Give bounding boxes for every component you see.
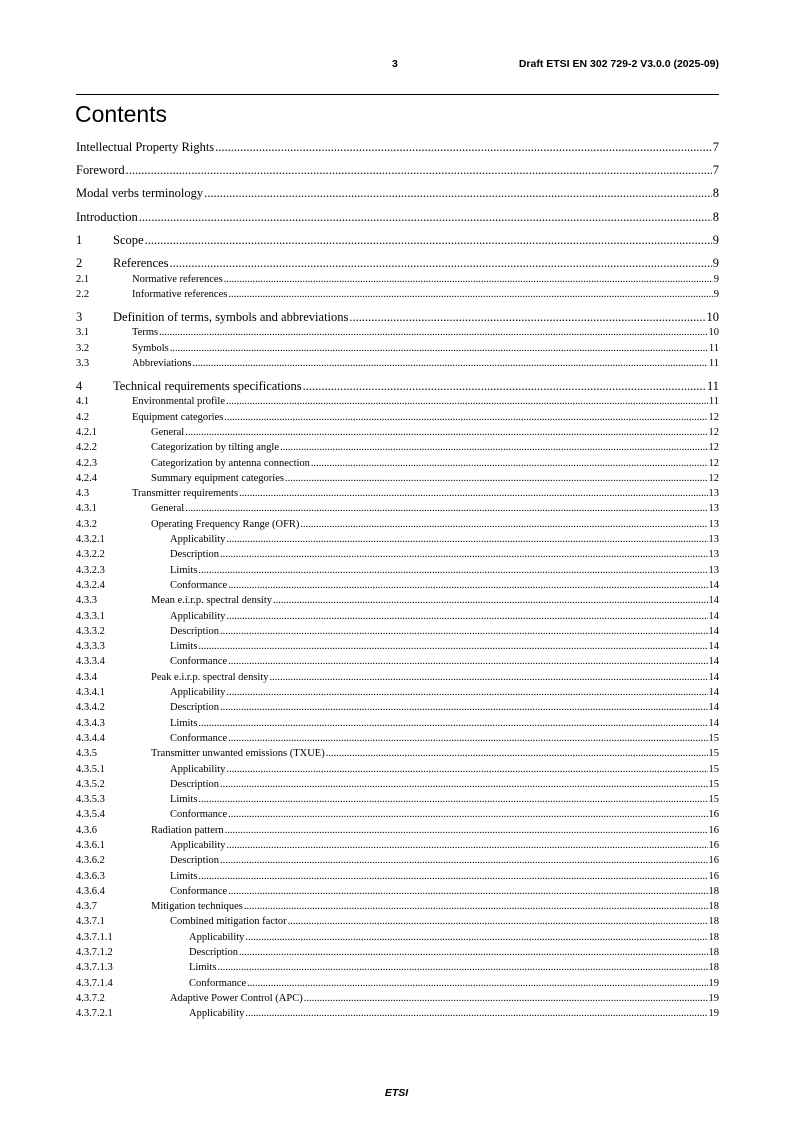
toc-entry-number: 4.3.4 [76, 671, 97, 683]
toc-entry[interactable] [76, 563, 719, 578]
toc-entry-title: Introduction [76, 209, 138, 224]
document-id: Draft ETSI EN 302 729-2 V3.0.0 (2025-09) [518, 58, 719, 70]
toc-entry-title: Conformance [170, 656, 228, 668]
toc-entry-number: 4.3.7.2.1 [76, 1008, 113, 1020]
toc-entry-page: 14 [708, 717, 719, 729]
toc-entry-title: Description [170, 778, 219, 790]
toc-dot-leader [126, 163, 712, 179]
toc-entry-title: Mean e.i.r.p. spectral density [151, 595, 273, 607]
toc-entry-page: 11 [708, 342, 719, 354]
toc-entry-page: 19 [708, 1008, 719, 1020]
toc-dot-leader [198, 792, 707, 807]
toc-entry[interactable] [76, 547, 719, 562]
toc-entry-number: 4.3.4.4 [76, 732, 105, 744]
page-footer: ETSI [384, 1087, 409, 1099]
toc-entry-page: 16 [708, 824, 719, 836]
toc-entry[interactable] [76, 425, 719, 440]
toc-entry-title: Categorization by tilting angle [151, 442, 280, 454]
toc-entry[interactable] [76, 777, 719, 792]
toc-dot-leader [220, 700, 708, 715]
toc-dot-leader [245, 1006, 707, 1021]
toc-entry-title: Definition of terms, symbols and abbreviations [113, 309, 349, 324]
toc-entry-title: Informative references [132, 288, 228, 300]
toc-entry-number: 4.3.3.2 [76, 625, 105, 637]
toc-entry[interactable] [76, 140, 719, 156]
toc-entry-title: Transmitter unwanted emissions (TXUE) [151, 748, 325, 760]
toc-entry-number: 4.3.5.4 [76, 809, 105, 821]
toc-entry-page: 14 [708, 702, 719, 714]
toc-dot-leader [198, 563, 707, 578]
toc-entry-title: Transmitter requirements [132, 488, 239, 500]
toc-dot-leader [304, 991, 708, 1006]
toc-entry-title: Conformance [170, 579, 228, 591]
toc-entry-number: 4.3.6.1 [76, 840, 105, 851]
toc-entry-number: 4.2 [76, 411, 90, 423]
toc-entry-page: 15 [708, 778, 719, 790]
toc-entry-title: Conformance [170, 732, 228, 744]
toc-entry-page: 15 [708, 748, 719, 760]
toc-entry-number: 4.1 [76, 396, 90, 408]
toc-entry-number: 4.3.7.1.4 [76, 977, 113, 989]
toc-entry[interactable] [76, 960, 719, 975]
toc-dot-leader [198, 716, 707, 731]
toc-entry[interactable] [76, 456, 719, 471]
toc-entry[interactable] [76, 1006, 719, 1021]
toc-dot-leader [159, 325, 707, 340]
toc-entry-number: 3 [76, 309, 83, 324]
toc-entry-page: 18 [708, 916, 719, 928]
toc-entry-number: 2.1 [76, 273, 90, 285]
toc-entry-number: 4.3.6.2 [76, 855, 105, 867]
toc-entry-title: Limits [170, 564, 198, 576]
toc-entry[interactable] [76, 471, 719, 486]
toc-entry-title: Limits [170, 641, 198, 653]
toc-dot-leader [326, 746, 708, 761]
toc-entry-number: 3.1 [76, 327, 90, 339]
toc-entry-title: Conformance [170, 885, 228, 897]
toc-entry-page: 19 [708, 977, 719, 989]
toc-entry-page: 10 [706, 309, 719, 324]
toc-dot-leader [145, 233, 712, 249]
toc-entry-page: 12 [708, 426, 719, 438]
toc-entry-page: 14 [708, 641, 719, 653]
toc-dot-leader [139, 210, 712, 226]
toc-entry-title: Conformance [189, 977, 247, 989]
toc-entry-page: 9 [712, 255, 719, 270]
toc-entry-page: 9 [713, 273, 719, 285]
toc-entry-title: Operating Frequency Range (OFR) [151, 518, 300, 530]
toc-entry[interactable] [76, 186, 719, 202]
toc-entry-number: 4.3.5.2 [76, 778, 105, 790]
toc-entry-number: 4.3.7.1 [76, 916, 105, 928]
toc-entry[interactable] [76, 685, 719, 700]
toc-entry-title: References [113, 255, 169, 270]
toc-dot-leader [224, 272, 713, 287]
toc-entry[interactable] [76, 670, 719, 685]
toc-entry-number: 4.3.2.3 [76, 564, 105, 576]
toc-entry-title: General [151, 503, 185, 515]
toc-entry-title: Radiation pattern [151, 824, 224, 836]
toc-dot-leader [245, 930, 707, 945]
toc-entry[interactable] [76, 532, 719, 547]
toc-entry[interactable] [76, 394, 719, 409]
toc-entry-page: 10 [708, 327, 719, 339]
toc-entry[interactable] [76, 624, 719, 639]
toc-entry-number: 4.3.2 [76, 518, 97, 530]
toc-entry-page: 11 [706, 378, 719, 393]
toc-entry-title: Modal verbs terminology [76, 186, 204, 201]
toc-entry-number: 1 [76, 232, 83, 247]
toc-dot-leader [226, 609, 707, 624]
toc-dot-leader [303, 379, 706, 395]
toc-entry-page: 18 [708, 885, 719, 897]
toc-entry-number: 4.2.2 [76, 442, 97, 454]
toc-entry-title: Intellectual Property Rights [76, 140, 215, 154]
toc-entry[interactable] [76, 976, 719, 991]
toc-entry-number: 4.3.4.1 [76, 687, 105, 699]
toc-entry[interactable] [76, 440, 719, 455]
toc-entry-page: 14 [708, 656, 719, 668]
toc-entry-title: Applicability [189, 1008, 245, 1020]
toc-dot-leader [226, 532, 707, 547]
toc-entry-title: Technical requirements specifications [113, 378, 302, 393]
toc-entry-title: Terms [132, 327, 159, 339]
toc-dot-leader [226, 762, 707, 777]
toc-entry-title: Conformance [170, 809, 228, 821]
toc-entry-title: Abbreviations [132, 357, 192, 369]
toc-entry-page: 13 [708, 549, 719, 561]
toc-entry[interactable] [76, 287, 719, 302]
toc-dot-leader [311, 456, 708, 471]
toc-entry[interactable] [76, 210, 719, 226]
toc-entry-number: 4.3.6.4 [76, 885, 105, 897]
toc-entry-page: 16 [708, 840, 719, 851]
toc-entry-page: 11 [708, 396, 719, 408]
toc-entry-page: 14 [708, 610, 719, 622]
toc-entry-number: 4 [76, 378, 83, 393]
toc-entry-number: 2 [76, 255, 83, 270]
toc-entry-page: 13 [708, 534, 719, 546]
toc-entry-page: 18 [708, 931, 719, 943]
toc-entry-title: Applicability [189, 931, 245, 943]
toc-entry[interactable] [76, 639, 719, 654]
toc-entry-number: 4.3.6 [76, 824, 97, 836]
toc-entry-number: 4.3.7 [76, 901, 97, 913]
toc-dot-leader [288, 914, 708, 929]
toc-entry[interactable] [76, 869, 719, 884]
toc-dot-leader [228, 884, 707, 899]
toc-entry-title: Mitigation techniques [151, 901, 243, 913]
toc-entry-number: 3.3 [76, 357, 90, 369]
toc-entry-number: 4.3.7.1.2 [76, 947, 113, 959]
toc-dot-leader [185, 501, 707, 516]
toc-entry-title: Categorization by antenna connection [151, 457, 310, 469]
toc-entry-page: 15 [708, 763, 719, 775]
toc-dot-leader [228, 578, 707, 593]
toc-entry[interactable] [76, 486, 719, 501]
toc-entry[interactable] [76, 792, 719, 807]
toc-dot-leader [220, 777, 708, 792]
toc-entry-title: Limits [189, 962, 217, 974]
toc-entry-page: 12 [708, 411, 719, 423]
toc-entry-number: 4.3.2.1 [76, 534, 105, 546]
toc-entry-title: Normative references [132, 273, 223, 285]
toc-entry-number: 2.2 [76, 288, 90, 300]
toc-entry-title: Environmental profile [132, 396, 226, 408]
toc-entry-title: Applicability [170, 840, 226, 851]
toc-dot-leader [228, 654, 707, 669]
toc-entry[interactable] [76, 853, 719, 868]
toc-dot-leader [217, 960, 707, 975]
toc-entry-number: 4.2.3 [76, 457, 97, 469]
toc-entry-page: 9 [712, 232, 719, 247]
header-rule [76, 94, 719, 95]
toc-entry-title: Foreword [76, 163, 125, 178]
toc-entry-number: 4.3 [76, 488, 90, 500]
toc-entry[interactable] [76, 838, 719, 853]
toc-dot-leader [228, 807, 707, 822]
toc-entry-number: 4.3.3.1 [76, 610, 105, 622]
toc-entry-number: 4.3.7.1.1 [76, 931, 113, 943]
toc-entry-page: 14 [708, 671, 719, 683]
page-title: Contents [75, 101, 168, 127]
toc-entry-page: 16 [708, 809, 719, 821]
toc-entry[interactable] [76, 325, 719, 340]
toc-entry-number: 4.3.5.1 [76, 763, 105, 775]
toc-entry-title: General [151, 426, 185, 438]
toc-entry-page: 11 [708, 357, 719, 369]
toc-dot-leader [170, 256, 712, 272]
toc-dot-leader [300, 517, 707, 532]
toc-entry-page: 9 [713, 288, 719, 300]
toc-entry[interactable] [76, 991, 719, 1006]
toc-entry[interactable] [76, 762, 719, 777]
toc-dot-leader [215, 140, 712, 156]
toc-entry-number: 4.3.4.3 [76, 717, 105, 729]
toc-entry[interactable] [76, 501, 719, 516]
toc-dot-leader [185, 425, 707, 440]
toc-dot-leader [170, 341, 708, 356]
toc-entry-page: 13 [708, 518, 719, 530]
toc-entry-number: 4.3.2.4 [76, 579, 105, 591]
toc-entry-page: 14 [708, 595, 719, 607]
toc-entry-number: 3.2 [76, 342, 90, 354]
toc-dot-leader [247, 976, 707, 991]
toc-entry-page: 16 [708, 855, 719, 867]
toc-entry-title: Applicability [170, 534, 226, 546]
toc-dot-leader [224, 410, 707, 425]
toc-entry-number: 4.3.5.3 [76, 794, 105, 806]
toc-entry[interactable] [76, 746, 719, 761]
toc-entry-title: Combined mitigation factor [170, 916, 287, 928]
toc-entry[interactable] [76, 609, 719, 624]
toc-entry[interactable] [76, 807, 719, 822]
toc-dot-leader [193, 356, 708, 371]
toc-dot-leader [198, 869, 707, 884]
toc-entry-title: Description [170, 702, 219, 714]
toc-entry[interactable] [76, 914, 719, 929]
toc-dot-leader [270, 670, 708, 685]
toc-entry[interactable] [76, 945, 719, 960]
toc-entry[interactable] [76, 731, 719, 746]
toc-dot-leader [239, 945, 708, 960]
toc-entry[interactable] [76, 256, 719, 272]
toc-dot-leader [280, 440, 707, 455]
toc-entry-title: Applicability [170, 763, 226, 775]
toc-entry-page: 7 [712, 163, 719, 178]
toc-entry-page: 8 [712, 209, 719, 224]
toc-dot-leader [285, 471, 708, 486]
toc-entry[interactable] [76, 716, 719, 731]
toc-dot-leader [220, 624, 708, 639]
toc-entry-number: 4.2.1 [76, 426, 97, 438]
toc-entry-page: 12 [708, 457, 719, 469]
toc-entry-title: Description [170, 625, 219, 637]
toc-dot-leader [198, 639, 707, 654]
toc-entry-title: Limits [170, 717, 198, 729]
toc-entry[interactable] [76, 700, 719, 715]
toc-entry-page: 12 [708, 442, 719, 454]
toc-entry-page: 18 [708, 901, 719, 913]
toc-entry-title: Peak e.i.r.p. spectral density [151, 671, 269, 683]
toc-entry[interactable] [76, 517, 719, 532]
toc-entry-title: Scope [113, 232, 144, 247]
toc-entry-title: Applicability [170, 610, 226, 622]
toc-entry-page: 8 [712, 186, 719, 201]
toc-entry[interactable] [76, 578, 719, 593]
toc-entry-page: 14 [708, 625, 719, 637]
toc-entry[interactable] [76, 379, 719, 395]
toc-entry-page: 18 [708, 947, 719, 959]
toc-entry[interactable] [76, 593, 719, 608]
toc-entry-page: 15 [708, 732, 719, 744]
toc-dot-leader [273, 593, 707, 608]
toc-entry-number: 4.3.3.3 [76, 641, 105, 653]
toc-dot-leader [228, 287, 712, 302]
toc-entry-page: 14 [708, 579, 719, 591]
toc-entry-title: Description [189, 947, 238, 959]
toc-entry-title: Applicability [170, 687, 226, 699]
table-of-contents [76, 140, 719, 1022]
toc-entry[interactable] [76, 884, 719, 899]
toc-entry-title: Limits [170, 870, 198, 882]
toc-entry-number: 4.3.7.1.3 [76, 962, 113, 974]
toc-entry-page: 7 [712, 140, 719, 154]
toc-entry-number: 4.3.3 [76, 595, 97, 607]
toc-dot-leader [220, 547, 708, 562]
toc-entry[interactable] [76, 310, 719, 326]
toc-entry-title: Limits [170, 794, 198, 806]
toc-entry-title: Symbols [132, 342, 169, 354]
toc-entry-page: 13 [708, 564, 719, 576]
toc-dot-leader [225, 823, 708, 838]
toc-entry[interactable] [76, 899, 719, 914]
toc-dot-leader [226, 394, 708, 409]
toc-entry-page: 14 [708, 687, 719, 699]
toc-entry[interactable] [76, 410, 719, 425]
toc-dot-leader [220, 853, 708, 868]
toc-entry-page: 16 [708, 870, 719, 882]
toc-entry[interactable] [76, 272, 719, 287]
toc-entry-number: 4.3.1 [76, 503, 97, 515]
toc-entry-number: 4.2.4 [76, 472, 97, 484]
toc-entry[interactable] [76, 654, 719, 669]
toc-entry-page: 18 [708, 962, 719, 974]
toc-entry[interactable] [76, 823, 719, 838]
toc-entry-title: Summary equipment categories [151, 472, 284, 484]
toc-entry[interactable] [76, 341, 719, 356]
toc-entry-page: 13 [708, 503, 719, 515]
page-number: 3 [392, 58, 398, 70]
toc-entry-number: 4.3.7.2 [76, 992, 105, 1004]
toc-entry-title: Equipment categories [132, 411, 224, 423]
toc-dot-leader [239, 486, 707, 501]
toc-dot-leader [226, 685, 707, 700]
toc-entry-number: 4.3.5 [76, 748, 97, 760]
toc-entry-title: Adaptive Power Control (APC) [170, 992, 303, 1004]
toc-dot-leader [204, 186, 712, 202]
toc-entry[interactable] [76, 233, 719, 249]
toc-dot-leader [349, 310, 705, 326]
toc-entry-title: Description [170, 549, 219, 561]
toc-entry[interactable] [76, 163, 719, 179]
toc-entry-number: 4.3.6.3 [76, 870, 105, 882]
toc-dot-leader [226, 838, 707, 853]
toc-entry[interactable] [76, 930, 719, 945]
toc-dot-leader [228, 731, 707, 746]
toc-entry-number: 4.3.3.4 [76, 656, 105, 668]
toc-entry-page: 13 [708, 488, 719, 500]
toc-entry-page: 12 [708, 472, 719, 484]
toc-entry-page: 15 [708, 794, 719, 806]
toc-entry-number: 4.3.2.2 [76, 549, 105, 561]
toc-dot-leader [244, 899, 708, 914]
toc-entry-page: 19 [708, 992, 719, 1004]
toc-entry-title: Description [170, 855, 219, 867]
toc-entry-number: 4.3.4.2 [76, 702, 105, 714]
page-header [76, 58, 719, 72]
toc-entry[interactable] [76, 356, 719, 371]
